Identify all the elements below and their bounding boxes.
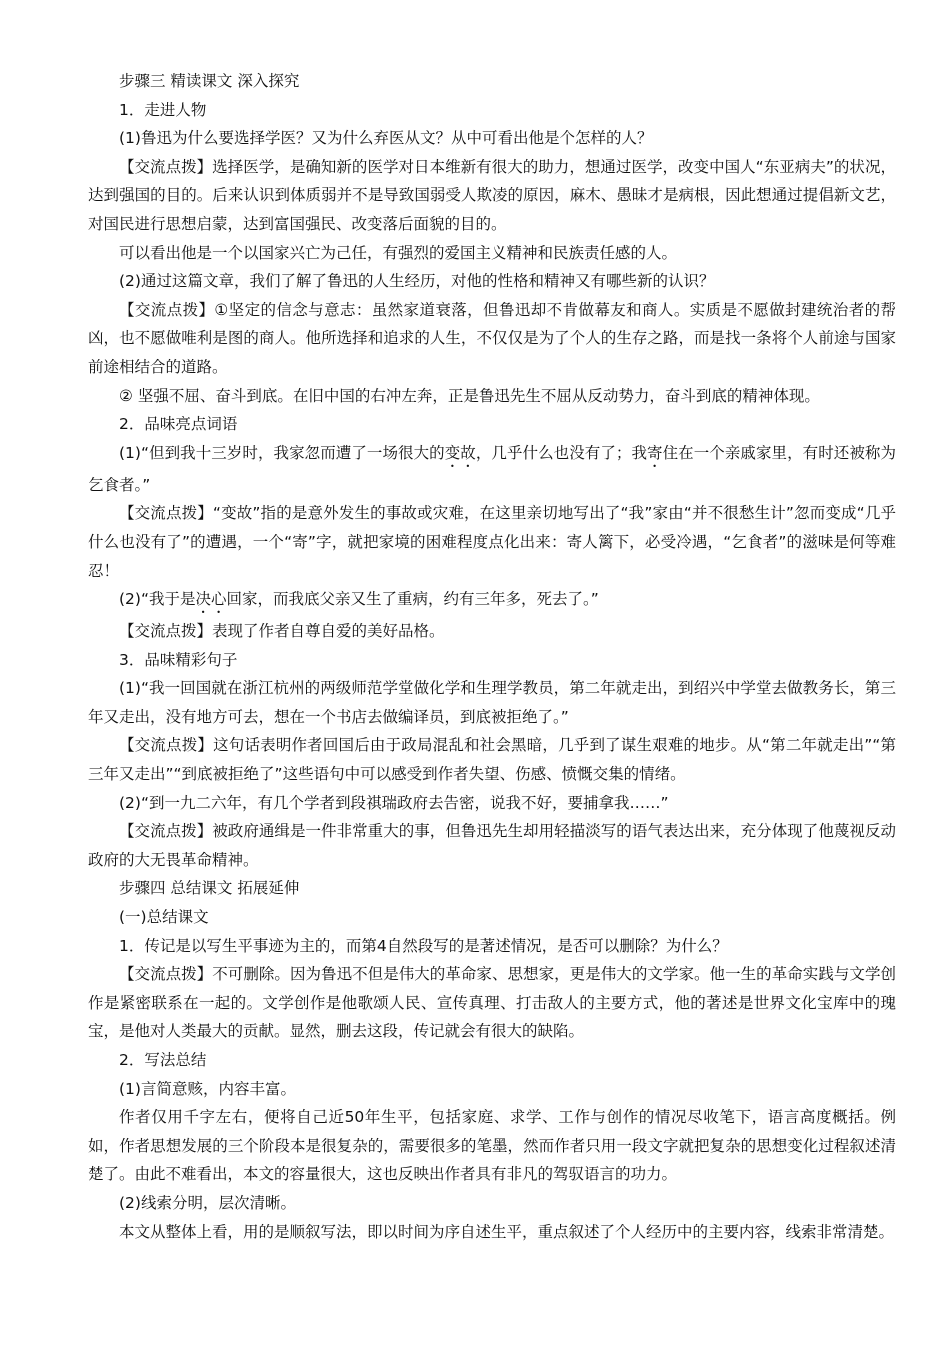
step-4-heading: 步骤四 总结课文 拓展延伸 bbox=[119, 879, 300, 898]
emphasized-word: 决心 bbox=[195, 590, 227, 609]
quote-4: (2)“到一九二六年，有几个学者到段祺瑞政府去告密，说我不好，要捕拿我……” bbox=[119, 793, 669, 812]
emphasized-word: 寄 bbox=[647, 443, 663, 462]
quote-2-text: 回家，而我底父亲又生了重病，约有三年多，死去了。” bbox=[226, 590, 599, 609]
answer-2-point-2: ② 坚强不屈、奋斗到底。在旧中国的右冲左奔，正是鲁迅先生不屈从反动势力，奋斗到底的精神体现。 bbox=[119, 386, 820, 405]
writing-point-2-body: 本文从整体上看，用的是顺叙写法，即以时间为序自述生平，重点叙述了个人经历中的主要内容，线索非常清楚。 bbox=[119, 1222, 895, 1241]
answer-1-conclusion: 可以看出他是一个以国家兴亡为己任，有强烈的爱国主义精神和民族责任感的人。 bbox=[119, 243, 678, 262]
subsection-summary: (一)总结课文 bbox=[119, 908, 209, 927]
writing-point-1: (1)言简意赅，内容丰富。 bbox=[119, 1079, 296, 1098]
answer-2: 【交流点拨】①坚定的信念与意志：虽然家道衰落，但鲁迅却不肯做幕友和商人。实质是不愿做封建统治者的帮凶，也不愿做唯利是图的商人。他所选择和追求的人生，不仅仅是为了个人的生存之路，而是找一条将个人前途与国家前途相结合的道路。 bbox=[88, 300, 896, 376]
step-3-heading: 步骤三 精读课文 深入探究 bbox=[119, 72, 300, 90]
section-heading-key-sentences: 3．品味精彩句子 bbox=[119, 650, 238, 669]
answer-5: 【交流点拨】这句话表明作者回国后由于政局混乱和社会黑暗，几乎到了谋生艰难的地步。从“第二年就走出”“第三年又走出”“到底被拒绝了”这些语句中可以感受到作者失望、伤感、愤慨交集的情绪。 bbox=[88, 736, 896, 784]
quote-1-text: 住在一个亲戚家里，有时还被称为乞食者。” bbox=[88, 443, 896, 494]
writing-point-2: (2)线索分明，层次清晰。 bbox=[119, 1193, 296, 1212]
document-page bbox=[88, 67, 896, 1246]
section-heading-key-words: 2．品味亮点词语 bbox=[119, 415, 238, 434]
question-2: (2)通过这篇文章，我们了解了鲁迅的人生经历，对他的性格和精神又有哪些新的认识？ bbox=[119, 272, 715, 291]
section-heading-approach-character: 1．走进人物 bbox=[119, 100, 207, 119]
answer-4: 【交流点拨】表现了作者自尊自爱的美好品格。 bbox=[119, 622, 445, 641]
emphasized-word: 变故 bbox=[444, 443, 476, 462]
answer-6: 【交流点拨】被政府通缉是一件非常重大的事，但鲁迅先生却用轻描淡写的语气表达出来，充分体现了他蔑视反动政府的大无畏革命精神。 bbox=[88, 822, 896, 869]
writing-point-1-body: 作者仅用千字左右，便将自己近50年生平，包括家庭、求学、工作与创作的情况尽收笔下，语言高度概括。例如，作者思想发展的三个阶段本是很复杂的，需要很多的笔墨，然而作者只用一段文字就把复杂的思想变化过程叙述清楚了。由此不难看出，本文的容量很大，这也反映出作者具有非凡的驾驭语言的功力。 bbox=[88, 1108, 896, 1184]
quote-1-text: ，几乎什么也没有了；我 bbox=[475, 443, 648, 462]
answer-1: 【交流点拨】选择医学，是确知新的医学对日本维新有很大的助力，想通过医学，改变中国人“东亚病夫”的状况，达到强国的目的。后来认识到体质弱并不是导致国弱受人欺凌的原因，麻木、愚昧才是病根，因此想通过提倡新文艺，对国民进行思想启蒙，达到富国强民、改变落后面貌的目的。 bbox=[88, 157, 896, 233]
quote-2-text: (2)“我于是 bbox=[119, 590, 196, 609]
quote-1 bbox=[88, 439, 896, 500]
quote-3: (1)“我一回国就在浙江杭州的两级师范学堂做化学和生理学教员，第二年就走出，到绍兴中学堂去做教务长，第三年又走出，没有地方可去，想在一个书店去做编译员，到底被拒绝了。” bbox=[88, 679, 896, 726]
question-1: (1)鲁迅为什么要选择学医？又为什么弃医从文？从中可看出他是个怎样的人？ bbox=[119, 129, 653, 148]
question-3: 1．传记是以写生平事迹为主的，而第4自然段写的是著述情况，是否可以删除？为什么？ bbox=[119, 936, 728, 955]
quote-2 bbox=[88, 585, 896, 617]
section-heading-writing-summary: 2．写法总结 bbox=[119, 1051, 207, 1069]
answer-3: 【交流点拨】“变故”指的是意外发生的事故或灾难，在这里亲切地写出了“我”家由“并不很愁生计”忽而变成“几乎什么也没有了”的遭遇，一个“寄”字，就把家境的困难程度点化出来：寄人篱下，必受冷遇，“乞食者”的滋味是何等难忍！ bbox=[88, 504, 896, 580]
quote-1-text: (1)“但到我十三岁时，我家忽而遭了一场很大的 bbox=[119, 443, 445, 462]
answer-7: 【交流点拨】不可删除。因为鲁迅不但是伟大的革命家、思想家，更是伟大的文学家。他一生的革命实践与文学创作是紧密联系在一起的。文学创作是他歌颂人民、宣传真理、打击敌人的主要方式，他的著述是世界文化宝库中的瑰宝，是他对人类最大的贡献。显然，删去这段，传记就会有很大的缺陷。 bbox=[88, 965, 896, 1041]
